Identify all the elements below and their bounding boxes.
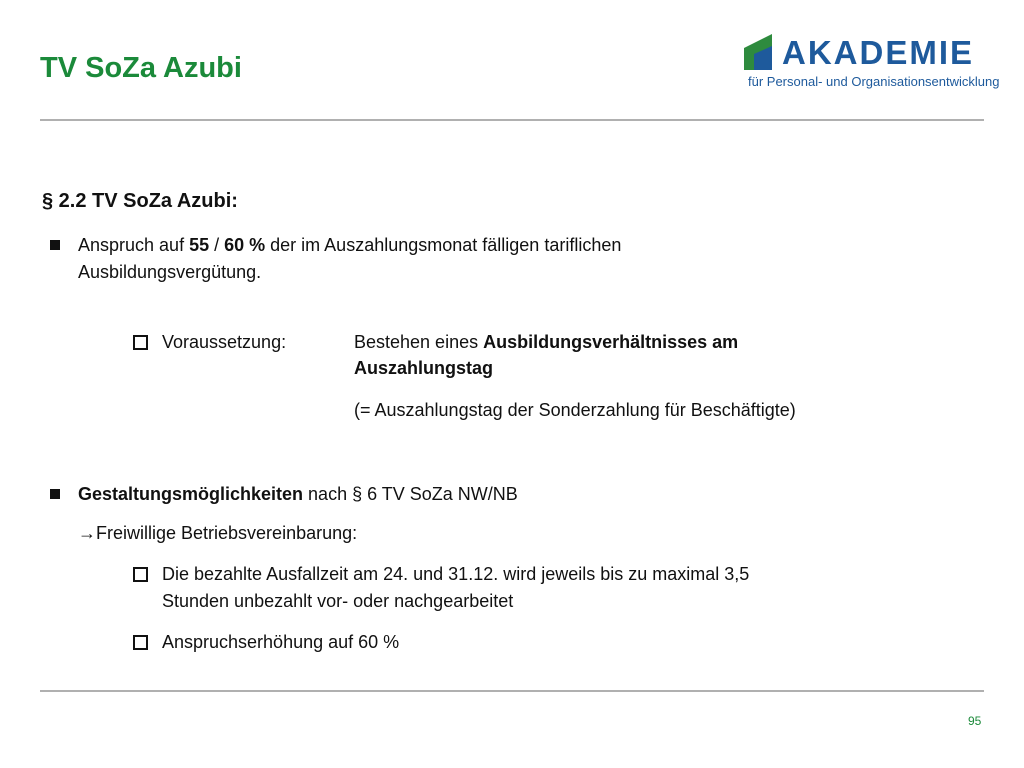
claim-text-post: der im Auszahlungsmonat fälligen tariflichen xyxy=(265,235,622,255)
requirement-bold2: Auszahlungstag xyxy=(354,358,494,378)
logo-tagline: für Personal- und Organisationsentwicklung xyxy=(748,74,1000,89)
requirement-note: (= Auszahlungstag der Sonderzahlung für Beschäftigte) xyxy=(354,400,796,420)
bullet-square-icon xyxy=(50,240,60,250)
arrow-item-text: Freiwillige Betriebsvereinbarung: xyxy=(96,523,358,543)
checkbox-square-icon xyxy=(133,567,148,582)
sub-item1-line2: Stunden unbezahlt vor- oder nachgearbeitet xyxy=(162,591,514,611)
sub-item1-line1: Die bezahlte Ausfallzeit am 24. und 31.12. wird jeweils bis zu maximal 3,5 xyxy=(162,564,750,584)
bullet-claim-line2: Ausbildungsvergütung. xyxy=(78,262,262,282)
arrow-right-icon: → xyxy=(78,523,96,543)
requirement-label: Voraussetzung: xyxy=(162,332,287,352)
page-number: 95 xyxy=(968,714,982,728)
requirement-pre: Bestehen eines xyxy=(354,332,484,352)
akademie-logo xyxy=(742,30,1000,90)
bullet-claim-line1 xyxy=(78,233,621,258)
bullet-options xyxy=(78,482,518,507)
requirement-bold1: Ausbildungsverhältnisses am xyxy=(483,332,739,352)
claim-text-pre: Anspruch auf xyxy=(78,235,190,255)
options-rest: nach § 6 TV SoZa NW/NB xyxy=(303,484,518,504)
logo-house-icon xyxy=(742,32,778,72)
sub-item2: Anspruchserhöhung auf 60 % xyxy=(162,632,400,652)
requirement-text-line2 xyxy=(354,356,493,381)
checkbox-square-icon xyxy=(133,635,148,650)
claim-separator: / xyxy=(209,235,225,255)
arrow-item xyxy=(78,521,357,546)
slide-title: TV SoZa Azubi xyxy=(40,52,242,84)
checkbox-square-icon xyxy=(133,335,148,350)
requirement-text-line1 xyxy=(354,330,738,355)
logo-wordmark: AKADEMIE xyxy=(782,34,975,71)
top-divider xyxy=(40,119,984,121)
claim-value-60: 60 % xyxy=(224,235,266,255)
bottom-divider xyxy=(40,690,984,692)
bullet-square-icon xyxy=(50,489,60,499)
claim-value-55: 55 xyxy=(189,235,210,255)
options-bold: Gestaltungsmöglichkeiten xyxy=(78,484,304,504)
section-heading: § 2.2 TV SoZa Azubi: xyxy=(42,190,238,212)
